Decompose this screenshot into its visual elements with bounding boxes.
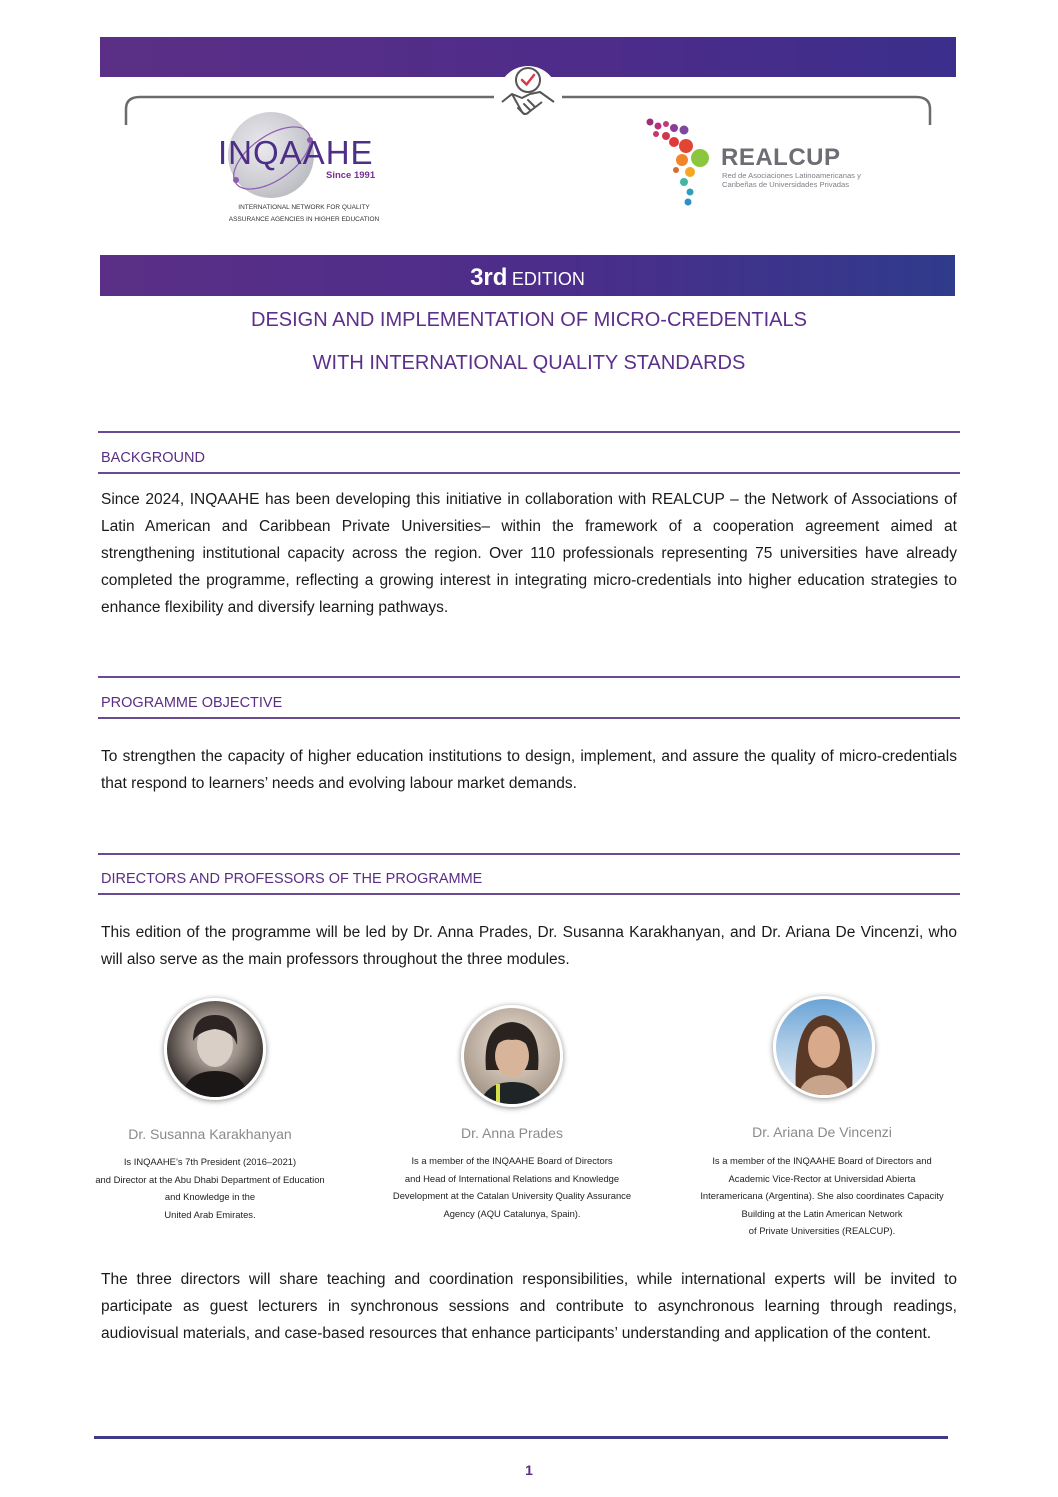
realcup-logo-word: REALCUP [721,144,841,171]
bio-line: and Knowledge in the [164,1191,256,1203]
director-bio [377,1152,647,1222]
realcup-logo-subtitle [722,171,882,189]
background-paragraph: Since 2024, INQAAHE has been developing this initiative in collaboration with REALCUP – the Network of Associations of Latin American and Caribbean Private Universities– within the framework of a cooperation agreement aimed at strengthening institutional capacity across the region. Over 110 professionals representing 75 universities have already completed the programme, reflecting a growing interest in integrating micro-credentials into higher education strategies to enhance flexibility and diversify learning pathways. [101,491,957,616]
handshake-icon [494,62,562,130]
section-divider [98,472,960,474]
page-number: 1 [525,1462,533,1478]
section-heading-background: BACKGROUND [101,450,205,466]
portrait-silhouette-icon [776,999,872,1095]
edition-banner [100,255,955,296]
director-name: Dr. Ariana De Vincenzi [752,1124,892,1140]
avatar-anna-prades [461,1005,563,1107]
section-divider [98,676,960,678]
section-divider [98,853,960,855]
document-title-line1: DESIGN AND IMPLEMENTATION OF MICRO-CREDENTIALS [251,309,807,331]
director-name: Dr. Susanna Karakhanyan [128,1126,292,1142]
directors-closing-paragraph: The three directors will share teaching and coordination responsibilities, while international experts will be invited to participate as guest lecturers in synchronous sessions and contribute to asynchronous learning through readings, audiovisual materials, and case-based resources that enhance participants’ understanding and application of the content. [101,1271,957,1342]
bio-line: Agency (AQU Catalunya, Spain). [443,1207,581,1219]
edition-number: 3rd [470,264,508,291]
section-divider [98,893,960,895]
bio-line: Interamericana (Argentina). She also coordinates Capacity [700,1190,944,1202]
bio-line: Building at the Latin American Network [741,1207,903,1219]
bio-line: of Private Universities (REALCUP). [748,1225,896,1237]
portrait-silhouette-icon [464,1008,560,1104]
bio-line: Academic Vice-Rector at Universidad Abierta [728,1172,916,1184]
bio-line: and Head of International Relations and Knowledge [404,1172,620,1184]
section-divider [98,431,960,433]
director-bio [682,1152,962,1240]
document-title-line2: WITH INTERNATIONAL QUALITY STANDARDS [312,352,746,374]
bio-line: Development at the Catalan University Quality Assurance [392,1190,632,1202]
realcup-subtitle-line: Caribeñas de Universidades Privadas [722,180,850,189]
bio-line: Is a member of the INQAAHE Board of Directors and [712,1155,932,1166]
bio-line: Is INQAAHE’s 7th President (2016–2021) [123,1156,297,1167]
inqaahe-subtitle-line: ASSURANCE AGENCIES IN HIGHER EDUCATION [228,216,380,223]
inqaahe-logo-subtitle [224,202,384,226]
avatar-susanna-karakhanyan [164,998,266,1100]
portrait-silhouette-icon [167,1001,263,1097]
edition-word: EDITION [511,269,585,289]
section-heading-objective: PROGRAMME OBJECTIVE [101,695,283,711]
inqaahe-subtitle-line: INTERNATIONAL NETWORK FOR QUALITY [238,204,370,211]
bio-line: Is a member of the INQAAHE Board of Directors [411,1155,613,1166]
director-bio [80,1153,340,1223]
director-name: Dr. Anna Prades [461,1125,563,1141]
directors-intro-paragraph: This edition of the programme will be led by Dr. Anna Prades, Dr. Susanna Karakhanyan, and Dr. Ariana De Vincenzi, who will also serve as the main professors throughout the three modules. [101,924,957,968]
avatar-ariana-de-vincenzi [773,996,875,1098]
section-divider [98,717,960,719]
section-heading-directors: DIRECTORS AND PROFESSORS OF THE PROGRAMME [101,871,483,887]
bio-line: and Director at the Abu Dhabi Department of Education [95,1173,325,1185]
bio-line: United Arab Emirates. [164,1208,256,1220]
inqaahe-since: Since 1991 [326,170,376,181]
objective-paragraph: To strengthen the capacity of higher education institutions to design, implement, and assure the quality of micro-credentials that respond to learners’ needs and evolving labour market demands. [101,748,957,792]
footer-divider [94,1436,948,1439]
realcup-dots-icon [644,116,724,211]
inqaahe-logo-word: INQAAHE [218,134,374,171]
realcup-subtitle-line: Red de Asociaciones Latinoamericanas y [722,171,861,180]
